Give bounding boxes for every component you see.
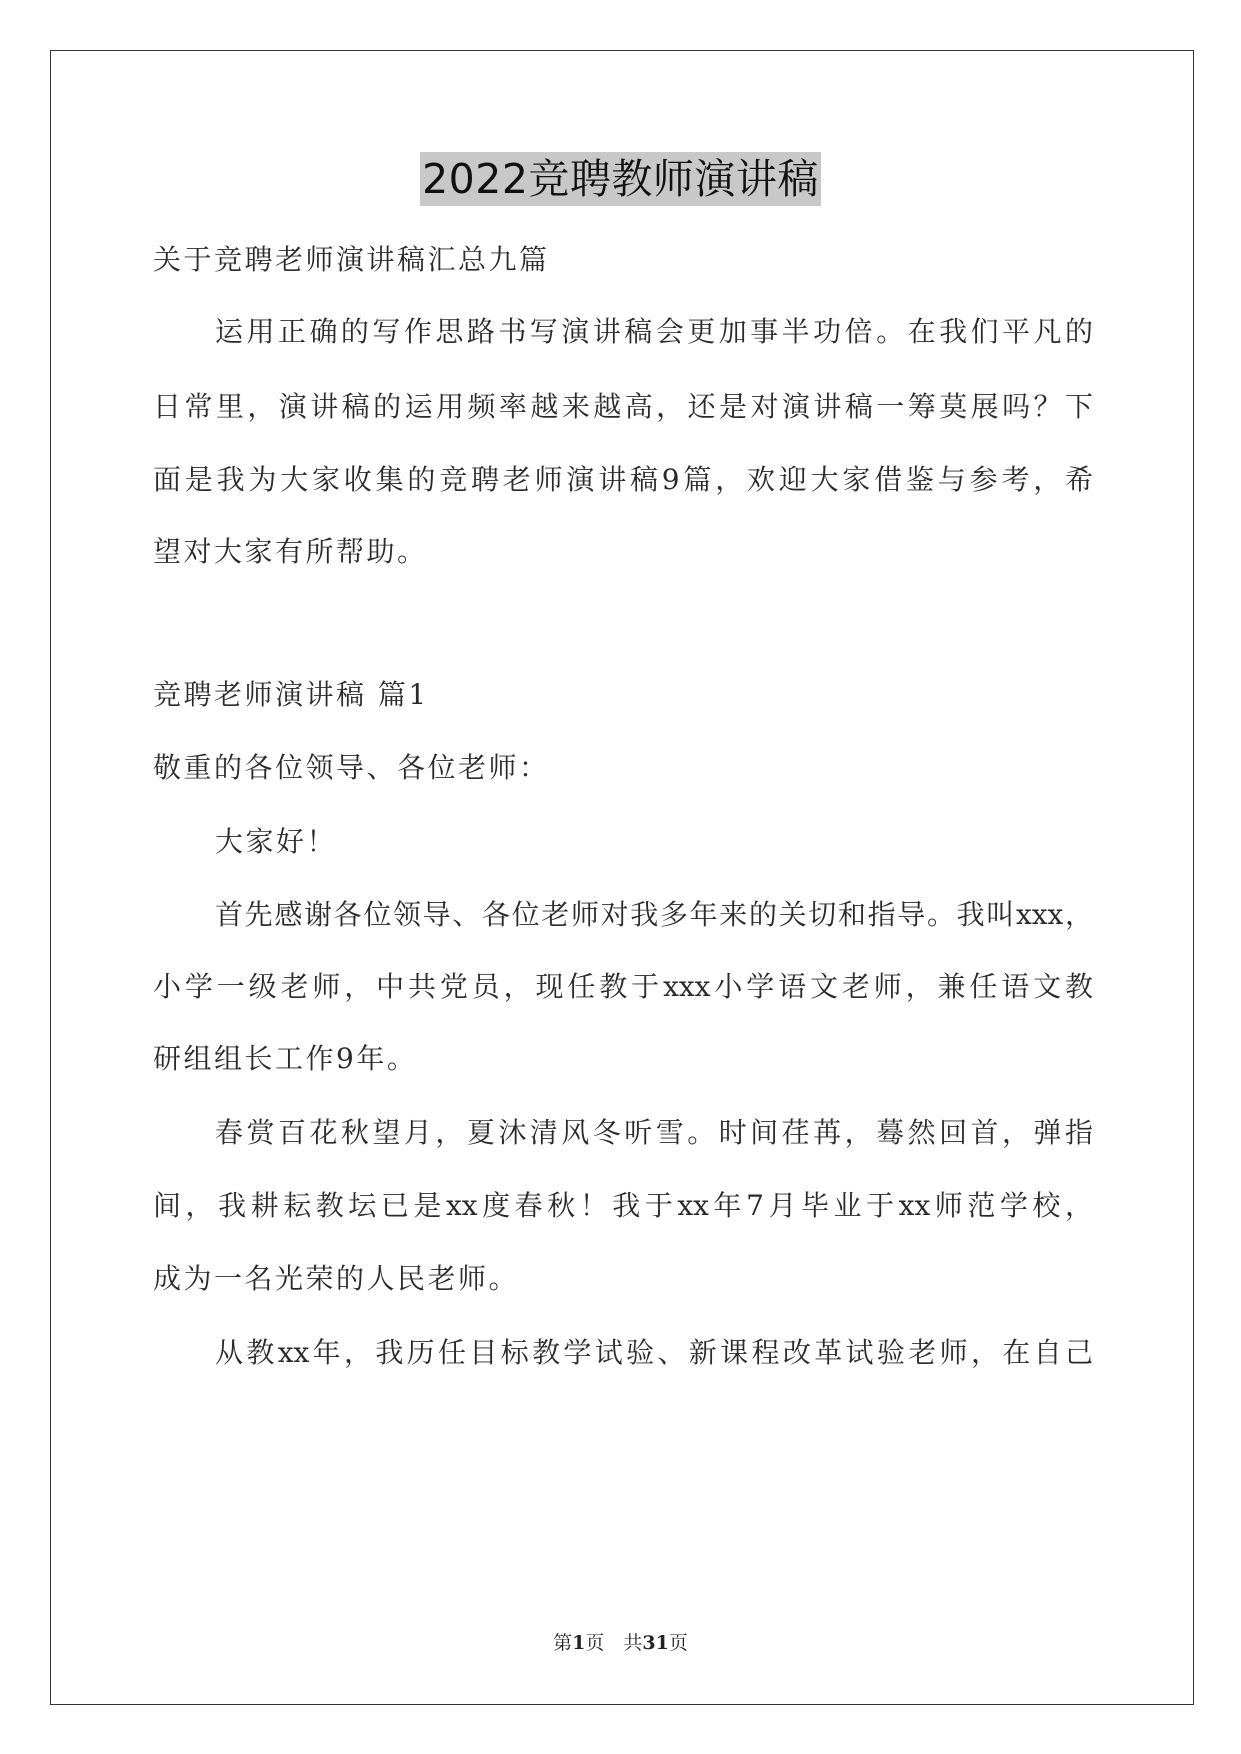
footer-suffix: 页: [668, 1632, 688, 1654]
intro-line: 面是我为大家收集的竞聘老师演讲稿9篇，欢迎大家借鉴与参考，希: [153, 463, 1093, 496]
section-heading: 竞聘老师演讲稿 篇1: [153, 678, 429, 711]
paragraph-line: 春赏百花秋望月，夏沐清风冬听雪。时间荏苒，蓦然回首，弹指: [215, 1116, 1093, 1149]
document-title: 2022竞聘教师演讲稿: [420, 152, 821, 206]
title-container: [0, 152, 1241, 206]
footer-middle: 页 共: [585, 1632, 643, 1654]
salutation: 敬重的各位领导、各位老师：: [153, 751, 550, 784]
intro-line: 望对大家有所帮助。: [153, 535, 428, 568]
intro-line: 日常里，演讲稿的运用频率越来越高，还是对演讲稿一筹莫展吗？下: [153, 390, 1093, 423]
paragraph-line: 间，我耕耘教坛已是xx度春秋！我于xx年7月毕业于xx师范学校，: [153, 1189, 1093, 1222]
paragraph-line: 首先感谢各位领导、各位老师对我多年来的关切和指导。我叫xxx，: [215, 898, 1093, 931]
footer-page-number: 1: [572, 1632, 586, 1654]
paragraph-line: 成为一名光荣的人民老师。: [153, 1262, 520, 1295]
paragraph-line: 从教xx年，我历任目标教学试验、新课程改革试验老师，在自己: [215, 1336, 1093, 1369]
page-border: [50, 50, 1194, 1705]
page-footer: [0, 1628, 1241, 1655]
intro-line: 运用正确的写作思路书写演讲稿会更加事半功倍。在我们平凡的: [215, 315, 1093, 348]
paragraph-line: 研组组长工作9年。: [153, 1042, 418, 1075]
footer-prefix: 第: [553, 1632, 573, 1654]
greeting: 大家好！: [215, 825, 338, 858]
footer-total-pages: 31: [642, 1632, 669, 1654]
document-subtitle: 关于竞聘老师演讲稿汇总九篇: [153, 243, 550, 276]
paragraph-line: 小学一级老师，中共党员，现任教于xxx小学语文老师，兼任语文教: [153, 970, 1093, 1003]
